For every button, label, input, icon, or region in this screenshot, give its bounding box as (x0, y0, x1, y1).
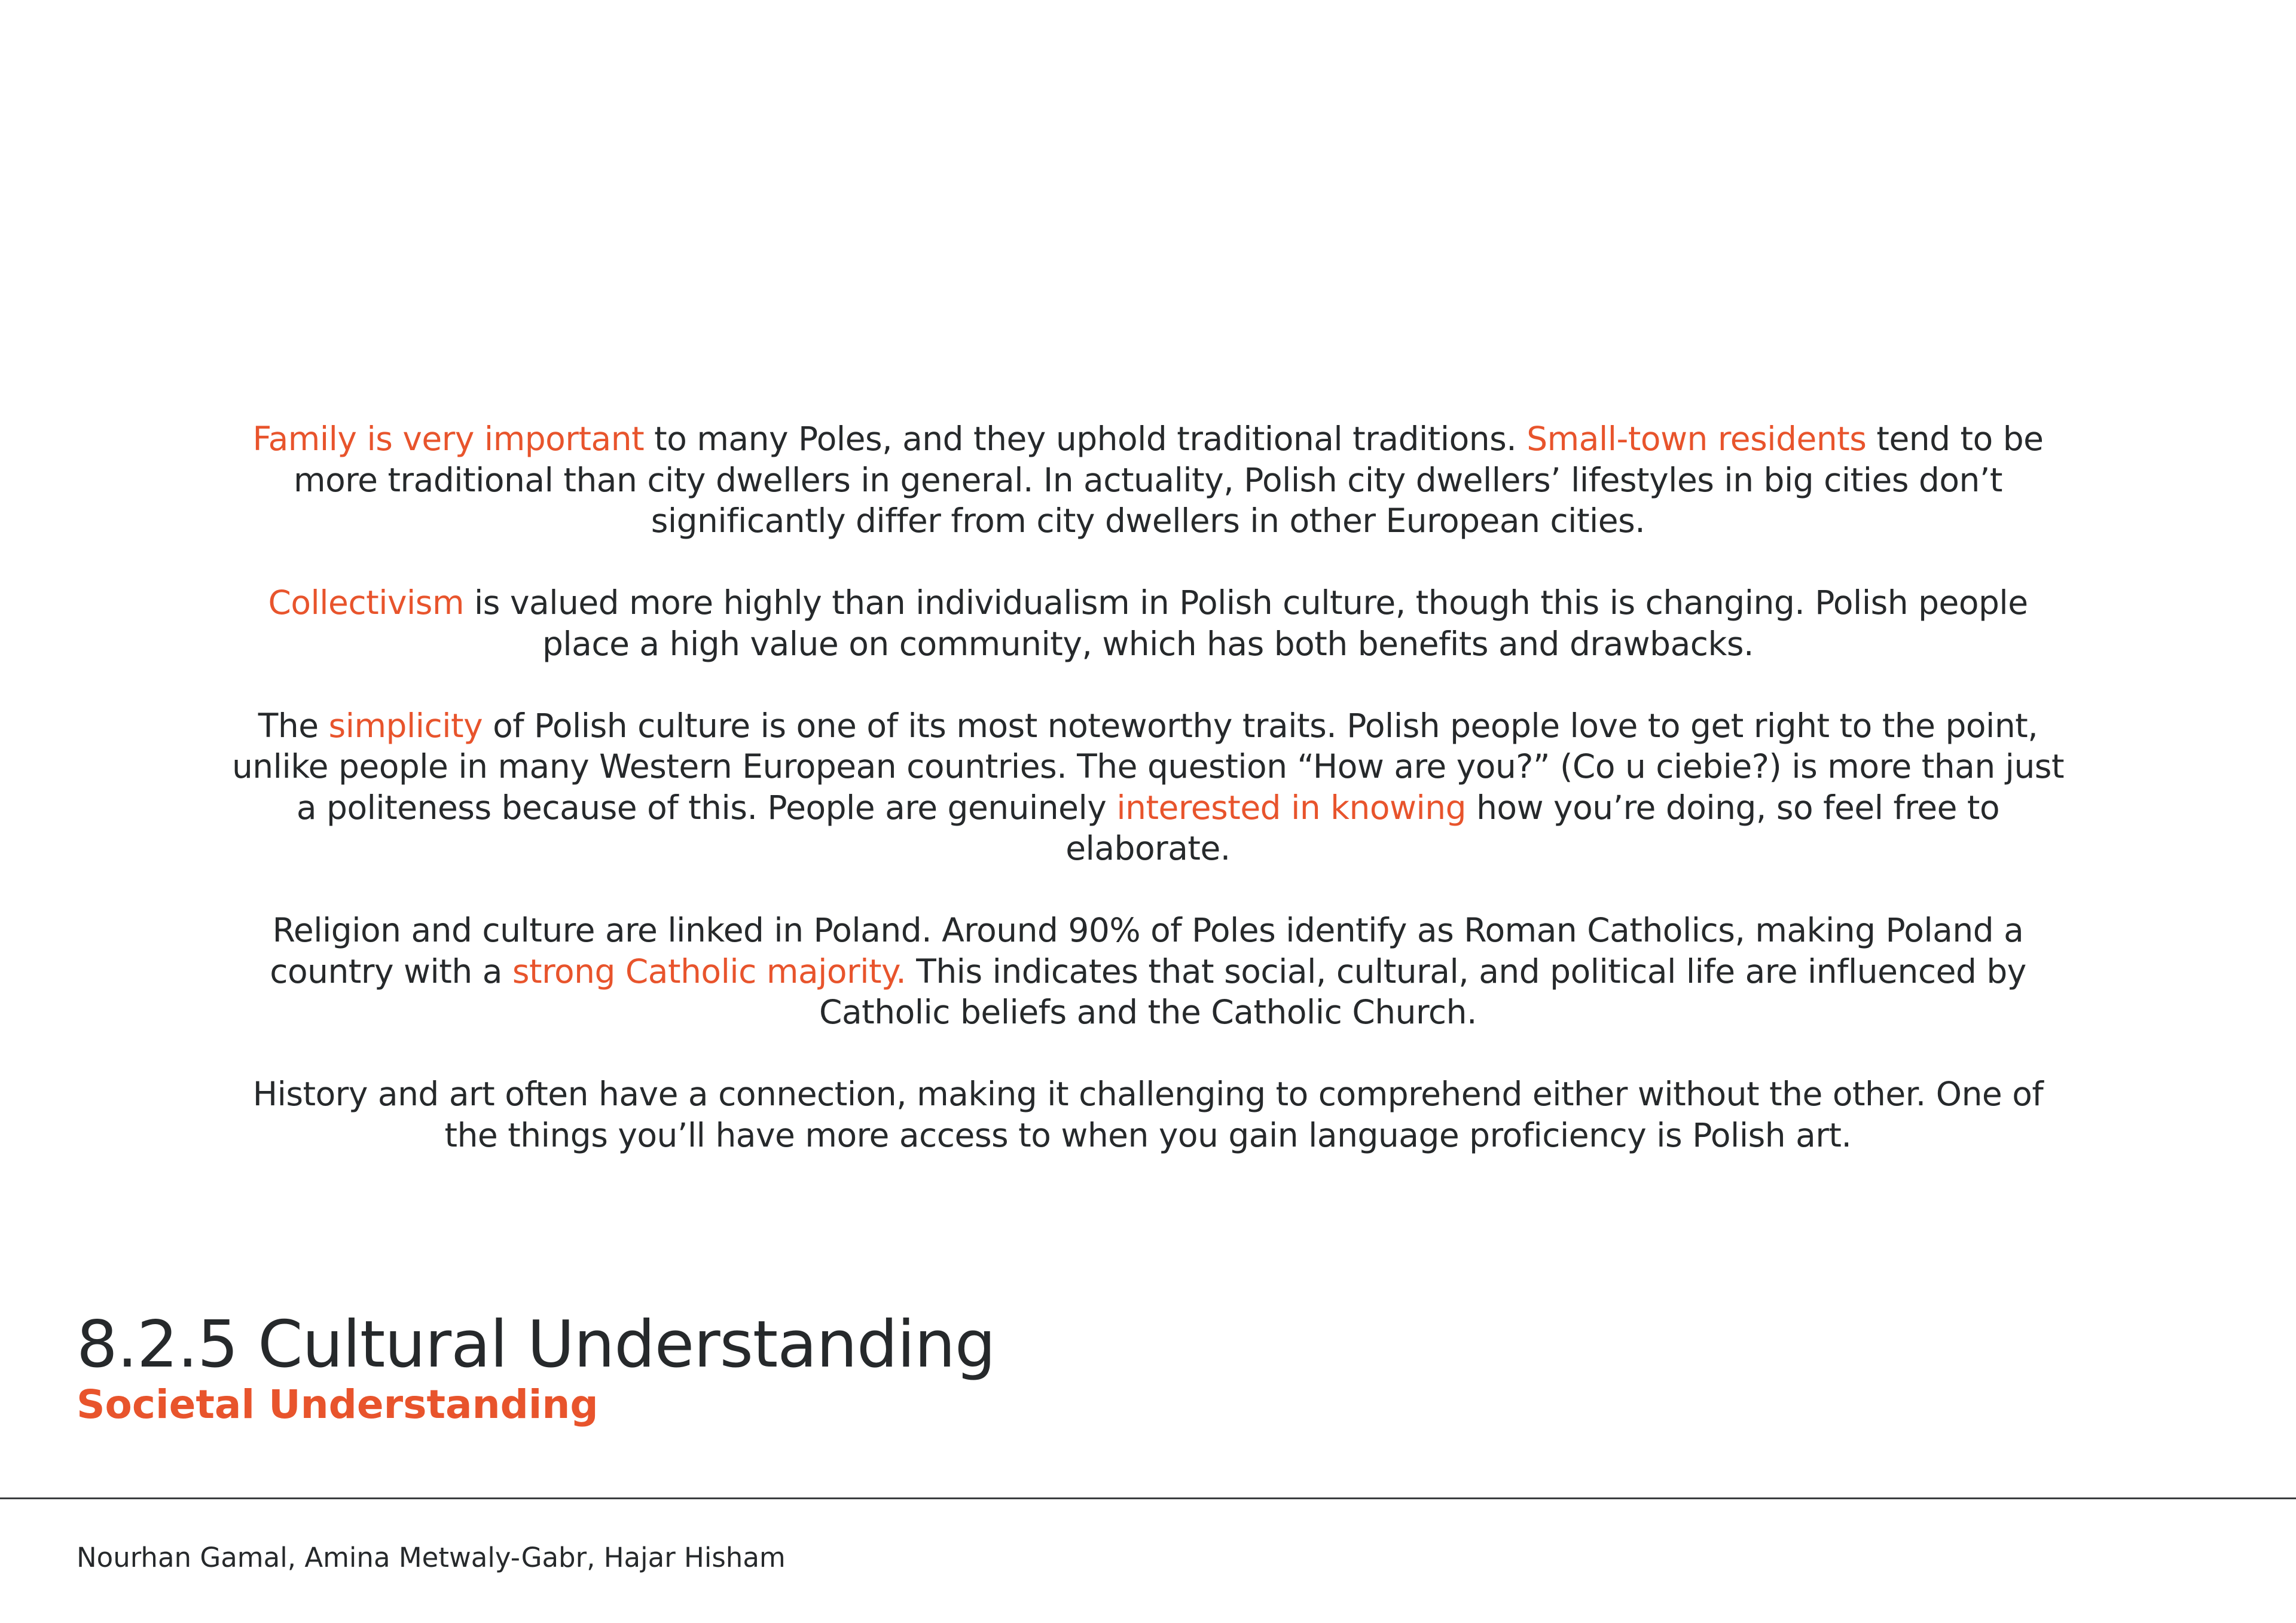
body-text-segment: how you’re doing, so feel free to elaborate. (1065, 788, 2000, 867)
body-text-segment: The (258, 706, 329, 745)
body-text-segment: This indicates that social, cultural, and political life are influenced by Catholic beliefs and the Catholic Church. (819, 952, 2026, 1031)
section-subtitle: Societal Understanding (77, 1381, 599, 1428)
body-text-segment: is valued more highly than individualism in Polish culture, though this is changing. Polish people place a high value on community, which has both benefits and drawbacks. (464, 583, 2028, 663)
highlight-text: Collectivism (268, 583, 465, 622)
body-text (227, 418, 2069, 1197)
paragraph-history-art (227, 1074, 2069, 1156)
highlight-text: Small-town residents (1526, 420, 1867, 458)
footer-divider (0, 1497, 2296, 1499)
paragraph-family (227, 418, 2069, 542)
paragraph-simplicity (227, 705, 2069, 869)
paragraph-religion (227, 910, 2069, 1033)
highlight-text: simplicity (328, 706, 483, 745)
paragraph-collectivism (227, 582, 2069, 664)
highlight-text: Family is very important (252, 420, 645, 458)
body-text-segment: History and art often have a connection, making it challenging to comprehend either without the other. One of the things you’ll have more access to when you gain language proficiency is Polish art. (252, 1075, 2044, 1154)
body-text-segment: Religion and culture are linked in Poland. Around 90% of Poles identify as Roman Catholics, making Poland a country with a (270, 911, 2024, 991)
highlight-text: interested in knowing (1116, 788, 1467, 827)
body-text-segment: of Polish culture is one of its most noteworthy traits. Polish people love to get right to the point, unlike people in many Western European countries. The question “How are you?” (Co u ciebie?) is more than just a politeness because of this. People are genuinely (231, 706, 2065, 827)
body-text-segment: to many Poles, and they uphold traditional traditions. (644, 420, 1527, 458)
body-text-segment: tend to be more traditional than city dwellers in general. In actuality, Polish city dwellers’ lifestyles in big cities don’t significantly differ from city dwellers in other European cities. (294, 420, 2044, 540)
highlight-text: strong Catholic majority. (512, 952, 906, 991)
section-title: 8.2.5 Cultural Understanding (77, 1307, 996, 1382)
footer-authors: Nourhan Gamal, Amina Metwaly-Gabr, Hajar Hisham (77, 1542, 786, 1573)
